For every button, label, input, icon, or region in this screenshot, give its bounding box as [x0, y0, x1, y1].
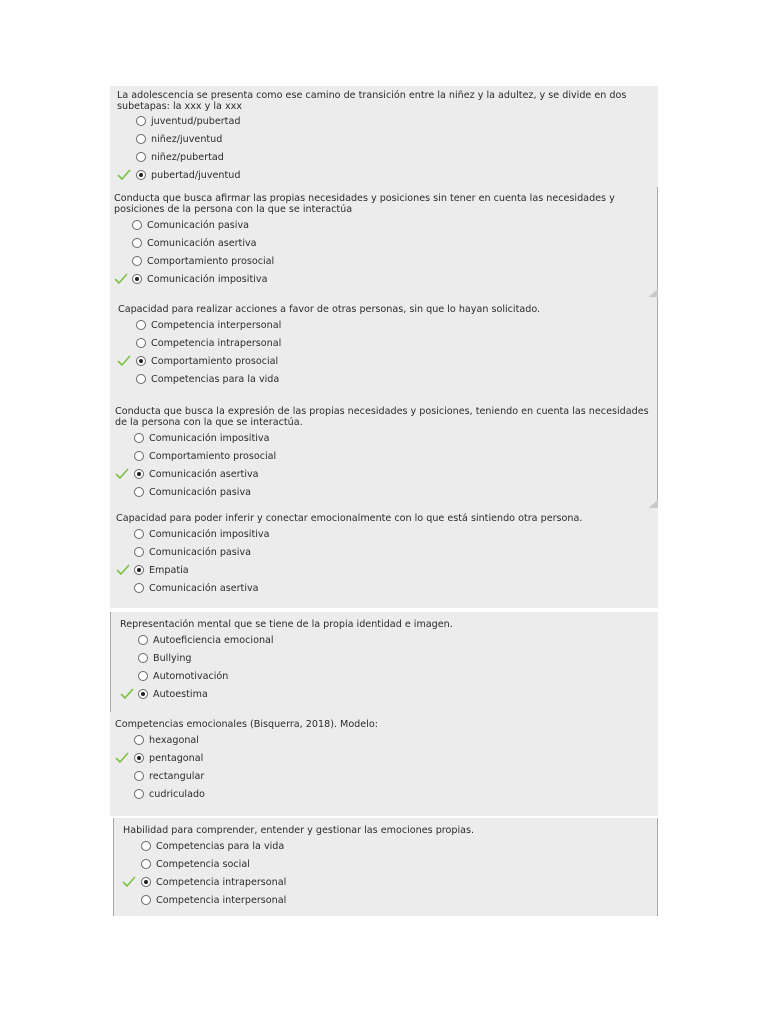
radio-icon[interactable]	[134, 433, 144, 443]
question-text: Representación mental que se tiene de la propia identidad e imagen.	[120, 619, 453, 630]
answer-option[interactable]	[132, 236, 257, 250]
answer-option[interactable]	[134, 581, 259, 595]
question-text: La adolescencia se presenta como ese camino de transición entre la niñez y la adultez, y se divide en dos subetapas: la xxx y la xxx	[117, 90, 627, 112]
answer-option-label: Autoestima	[153, 688, 208, 700]
answer-option-label: Bullying	[153, 652, 192, 664]
answer-option-label: Competencia social	[156, 858, 250, 870]
correct-check-icon	[114, 273, 128, 285]
radio-icon[interactable]	[141, 895, 151, 905]
answer-option-label: niñez/juventud	[151, 133, 223, 145]
answer-option-label: Comunicación asertiva	[149, 582, 259, 594]
radio-icon[interactable]	[136, 338, 146, 348]
question-text: Competencias emocionales (Bisquerra, 2018). Modelo:	[115, 719, 378, 730]
radio-selected-icon[interactable]	[132, 274, 142, 284]
correct-check-icon	[117, 169, 131, 181]
radio-icon[interactable]	[132, 220, 142, 230]
answer-option[interactable]	[132, 218, 249, 232]
answer-option[interactable]	[132, 254, 274, 268]
question-text: Capacidad para realizar acciones a favor de otras personas, sin que lo hayan solicitado.	[118, 304, 541, 315]
answer-option-label: Automotivación	[153, 670, 229, 682]
answer-option-label: juventud/pubertad	[151, 115, 241, 127]
radio-icon[interactable]	[134, 583, 144, 593]
answer-option-label: Competencia interpersonal	[151, 319, 282, 331]
radio-selected-icon[interactable]	[134, 565, 144, 575]
answer-option[interactable]	[136, 132, 222, 146]
answer-option[interactable]	[136, 150, 224, 164]
radio-icon[interactable]	[134, 771, 144, 781]
radio-icon[interactable]	[138, 653, 148, 663]
answer-option[interactable]	[141, 893, 286, 907]
radio-selected-icon[interactable]	[136, 356, 146, 366]
correct-check-icon	[116, 564, 130, 576]
radio-icon[interactable]	[141, 859, 151, 869]
answer-option[interactable]	[134, 563, 189, 577]
radio-selected-icon[interactable]	[136, 170, 146, 180]
answer-option[interactable]	[136, 168, 240, 182]
radio-icon[interactable]	[134, 529, 144, 539]
correct-check-icon	[115, 468, 129, 480]
answer-option[interactable]	[136, 372, 279, 386]
answer-option-label: Comunicación pasiva	[149, 546, 252, 558]
radio-selected-icon[interactable]	[134, 753, 144, 763]
answer-option[interactable]	[134, 431, 269, 445]
answer-option-label: Comunicación impositiva	[149, 432, 270, 444]
correct-check-icon	[115, 752, 129, 764]
question-text: Capacidad para poder inferir y conectar emocionalmente con lo que está sintiendo otra persona.	[116, 513, 583, 524]
answer-option-label: Comportamiento prosocial	[151, 355, 279, 367]
radio-icon[interactable]	[141, 841, 151, 851]
answer-option-label: Competencia intrapersonal	[151, 337, 282, 349]
radio-icon[interactable]	[132, 238, 142, 248]
radio-icon[interactable]	[132, 256, 142, 266]
correct-check-icon	[122, 876, 136, 888]
radio-icon[interactable]	[136, 116, 146, 126]
radio-selected-icon[interactable]	[134, 469, 144, 479]
answer-option[interactable]	[134, 527, 269, 541]
answer-option-label: Competencia interpersonal	[156, 894, 287, 906]
question-text: Conducta que busca afirmar las propias necesidades y posiciones sin tener en cuenta las necesidades y posiciones de la persona con la que se interactúa	[114, 193, 615, 215]
answer-option-label: Comportamiento prosocial	[147, 255, 275, 267]
radio-icon[interactable]	[136, 134, 146, 144]
answer-option-label: Competencias para la vida	[156, 840, 285, 852]
answer-option[interactable]	[134, 733, 199, 747]
question-text: Habilidad para comprender, entender y gestionar las emociones propias.	[123, 825, 475, 836]
answer-option[interactable]	[136, 114, 240, 128]
answer-option-label: Comunicación pasiva	[149, 486, 252, 498]
answer-option-label: Comunicación pasiva	[147, 219, 250, 231]
radio-icon[interactable]	[136, 374, 146, 384]
answer-option[interactable]	[136, 336, 281, 350]
radio-icon[interactable]	[134, 789, 144, 799]
radio-icon[interactable]	[136, 320, 146, 330]
correct-check-icon	[120, 688, 134, 700]
answer-option-label: hexagonal	[149, 734, 199, 746]
answer-option-label: pubertad/juventud	[151, 169, 241, 181]
answer-option-label: pentagonal	[149, 752, 204, 764]
answer-option-label: Comunicación impositiva	[147, 273, 268, 285]
answer-option-label: cudriculado	[149, 788, 205, 800]
answer-option[interactable]	[134, 751, 203, 765]
radio-icon[interactable]	[134, 487, 144, 497]
answer-option[interactable]	[134, 467, 259, 481]
radio-icon[interactable]	[136, 152, 146, 162]
question-text: Conducta que busca la expresión de las propias necesidades y posiciones, teniendo en cuenta las necesidades de la persona con la que se interactúa.	[115, 406, 649, 428]
radio-icon[interactable]	[138, 671, 148, 681]
answer-option[interactable]	[134, 769, 204, 783]
radio-icon[interactable]	[134, 451, 144, 461]
answer-option[interactable]	[138, 687, 208, 701]
answer-option[interactable]	[141, 857, 250, 871]
radio-icon[interactable]	[138, 635, 148, 645]
answer-option-label: Comunicación asertiva	[149, 468, 259, 480]
answer-option[interactable]	[141, 839, 284, 853]
answer-option-label: niñez/pubertad	[151, 151, 224, 163]
answer-option[interactable]	[134, 545, 251, 559]
radio-selected-icon[interactable]	[141, 877, 151, 887]
answer-option-label: Comunicación asertiva	[147, 237, 257, 249]
answer-option[interactable]	[134, 787, 205, 801]
answer-option[interactable]	[141, 875, 286, 889]
radio-icon[interactable]	[134, 547, 144, 557]
answer-option[interactable]	[134, 449, 276, 463]
radio-selected-icon[interactable]	[138, 689, 148, 699]
answer-option-label: Comunicación impositiva	[149, 528, 270, 540]
radio-icon[interactable]	[134, 735, 144, 745]
correct-check-icon	[117, 355, 131, 367]
answer-option[interactable]	[134, 485, 251, 499]
answer-option-label: Autoeficiencia emocional	[153, 634, 274, 646]
answer-option[interactable]	[132, 272, 267, 286]
answer-option[interactable]	[138, 651, 192, 665]
answer-option[interactable]	[138, 669, 228, 683]
answer-option-label: Empatia	[149, 564, 189, 576]
answer-option[interactable]	[136, 354, 278, 368]
answer-option[interactable]	[138, 633, 274, 647]
answer-option-label: Competencias para la vida	[151, 373, 280, 385]
answer-option[interactable]	[136, 318, 281, 332]
answer-option-label: Competencia intrapersonal	[156, 876, 287, 888]
answer-option-label: Comportamiento prosocial	[149, 450, 277, 462]
answer-option-label: rectangular	[149, 770, 205, 782]
